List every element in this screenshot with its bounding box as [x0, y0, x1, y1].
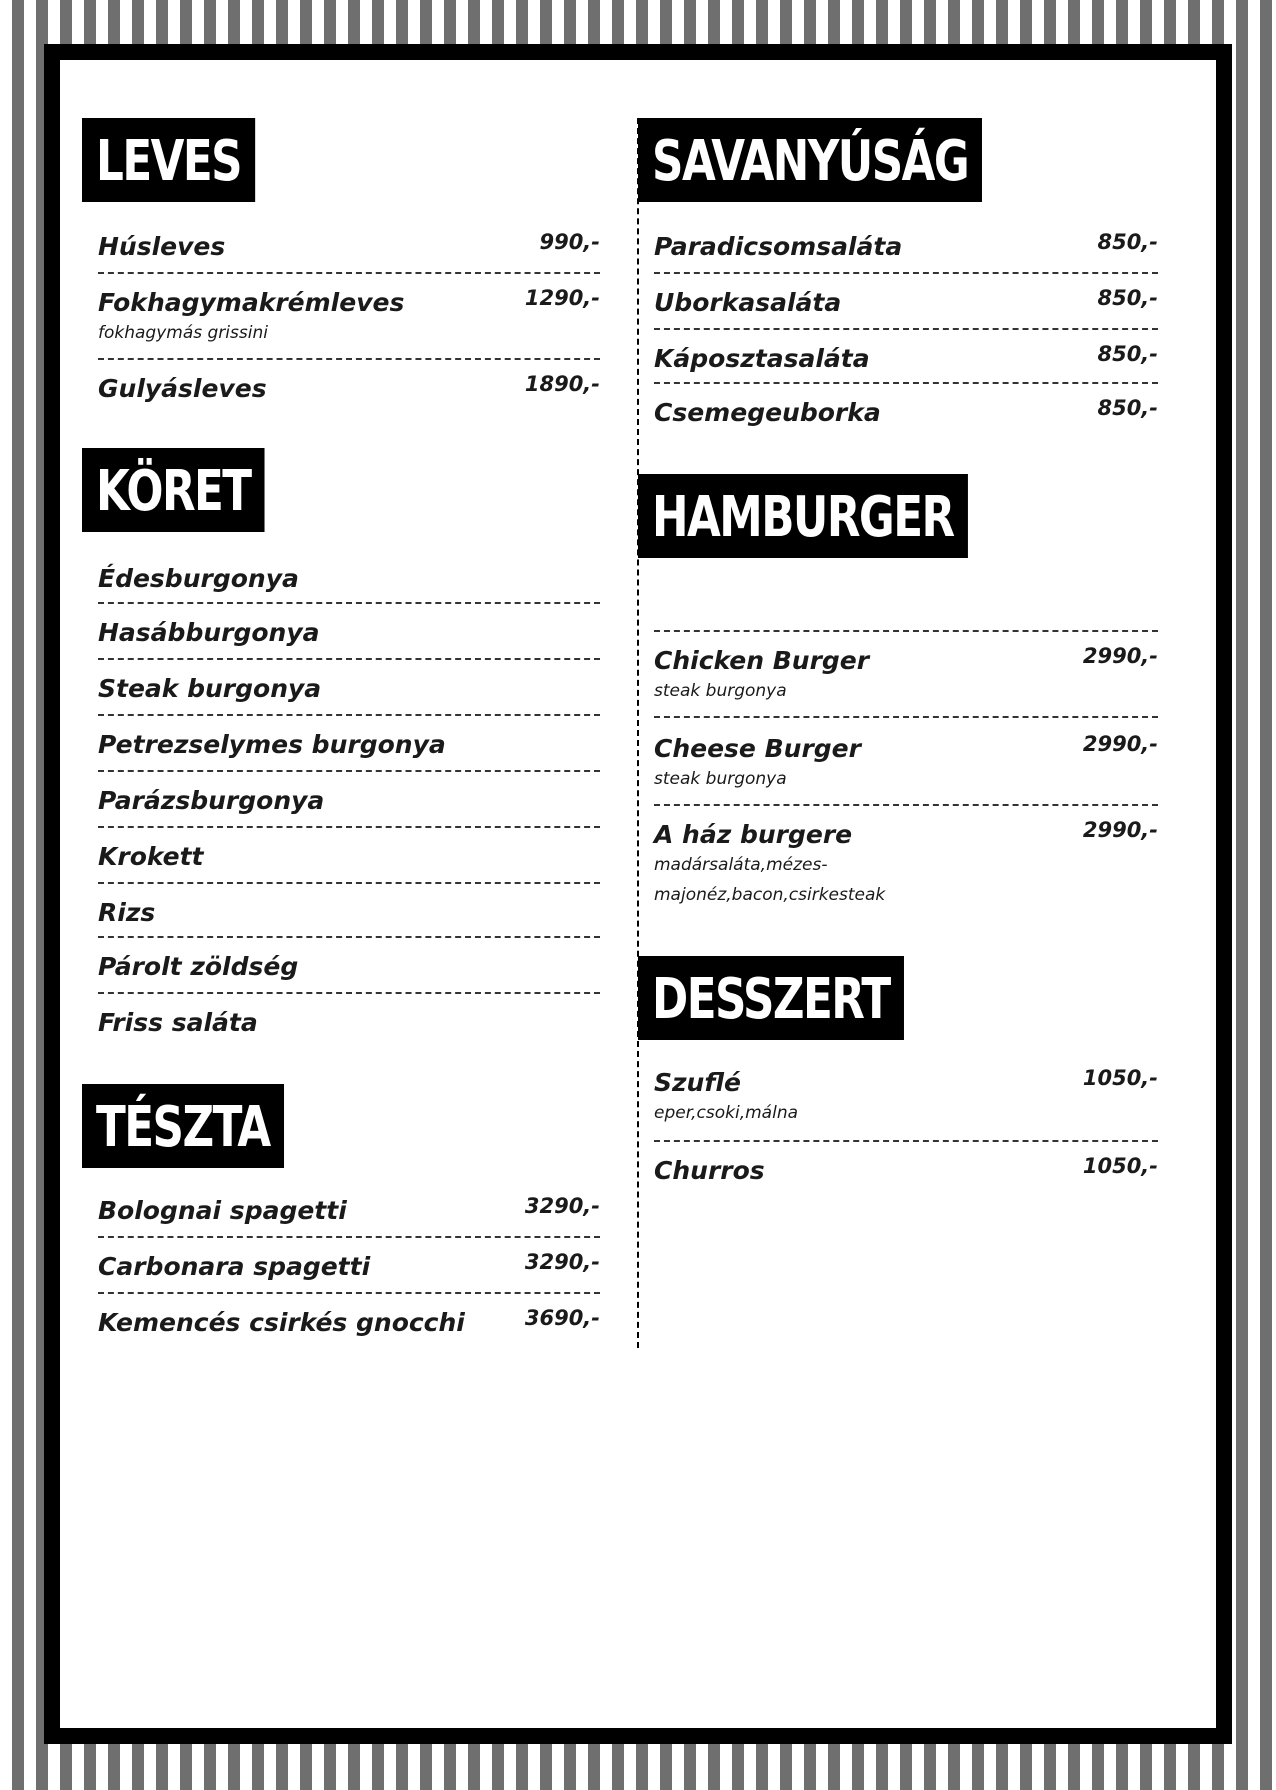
item-name: Uborkasaláta: [654, 288, 842, 317]
menu-frame: [44, 44, 1232, 1744]
item-name: Párolt zöldség: [98, 952, 299, 981]
item-price: 1050,-: [1082, 1154, 1158, 1178]
item-description: fokhagymás grissini: [98, 323, 268, 343]
item-name: Churros: [654, 1156, 765, 1185]
item-price: 850,-: [1097, 342, 1158, 366]
item-name: Gulyásleves: [98, 374, 267, 403]
item-price: 2990,-: [1082, 732, 1158, 756]
menu-item: [654, 1068, 1158, 1142]
menu-item: [98, 842, 600, 884]
section-title-desszert: DESSZERT: [638, 956, 904, 1040]
menu-item: [654, 820, 1158, 920]
menu-item: [654, 398, 1158, 438]
menu-item: [98, 898, 600, 938]
menu-item: [98, 232, 600, 274]
column-divider: [637, 118, 639, 1348]
menu-item: [654, 232, 1158, 274]
section-title-leves: LEVES: [82, 118, 255, 202]
section-title-savanyusag: SAVANYÚSÁG: [638, 118, 982, 202]
section-title-koret: KÖRET: [82, 448, 265, 532]
item-price: 3690,-: [524, 1306, 600, 1330]
item-name: Steak burgonya: [98, 674, 322, 703]
menu-item: [98, 564, 600, 604]
item-name: A ház burgere: [654, 820, 853, 849]
item-name: Krokett: [98, 842, 204, 871]
item-price: 990,-: [539, 230, 600, 254]
menu-item: [654, 288, 1158, 330]
item-name: Cheese Burger: [654, 734, 861, 763]
item-name: Bolognai spagetti: [98, 1196, 347, 1225]
menu-item: [98, 1252, 600, 1294]
item-name: Fokhagymakrémleves: [98, 288, 405, 317]
item-name: Chicken Burger: [654, 646, 870, 675]
item-name: Hasábburgonya: [98, 618, 320, 647]
item-name: Rizs: [98, 898, 156, 927]
item-description-line-2: majonéz,bacon,csirkesteak: [654, 885, 886, 905]
menu-item: [98, 952, 600, 994]
menu-item: [98, 374, 600, 414]
item-name: Carbonara spagetti: [98, 1252, 371, 1281]
menu-item: [654, 646, 1158, 718]
menu-item: [654, 344, 1158, 384]
item-price: 850,-: [1097, 396, 1158, 420]
item-name: Parázsburgonya: [98, 786, 325, 815]
item-price: 2990,-: [1082, 644, 1158, 668]
item-price: 2990,-: [1082, 818, 1158, 842]
item-name: Édesburgonya: [98, 564, 299, 593]
item-name: Szuflé: [654, 1068, 741, 1097]
menu-item: [98, 288, 600, 360]
item-price: 850,-: [1097, 230, 1158, 254]
menu-item: [98, 786, 600, 828]
menu-item: [98, 730, 600, 772]
menu-page: [60, 60, 1216, 1728]
menu-item: [98, 1196, 600, 1238]
item-name: Paradicsomsaláta: [654, 232, 903, 261]
item-description-line-1: madársaláta,mézes-: [654, 855, 828, 875]
item-price: 1890,-: [524, 372, 600, 396]
item-name: Csemegeuborka: [654, 398, 881, 427]
section-title-teszta: TÉSZTA: [82, 1084, 284, 1168]
menu-item: [654, 1156, 1158, 1196]
item-name: Kemencés csirkés gnocchi: [98, 1308, 465, 1337]
menu-item: [98, 1008, 600, 1048]
item-price: 3290,-: [524, 1194, 600, 1218]
dashed-separator: [654, 630, 1158, 632]
item-price: 1290,-: [524, 286, 600, 310]
menu-item: [98, 618, 600, 660]
menu-item: [654, 734, 1158, 806]
menu-item: [98, 1308, 600, 1348]
item-name: Friss saláta: [98, 1008, 258, 1037]
item-description: steak burgonya: [654, 681, 787, 701]
menu-item: [98, 674, 600, 716]
item-description: eper,csoki,málna: [654, 1103, 799, 1123]
item-name: Petrezselymes burgonya: [98, 730, 446, 759]
item-price: 1050,-: [1082, 1066, 1158, 1090]
item-price: 3290,-: [524, 1250, 600, 1274]
item-name: Káposztasaláta: [654, 344, 870, 373]
item-name: Húsleves: [98, 232, 226, 261]
section-title-hamburger: HAMBURGER: [638, 474, 968, 558]
item-description: steak burgonya: [654, 769, 787, 789]
item-price: 850,-: [1097, 286, 1158, 310]
